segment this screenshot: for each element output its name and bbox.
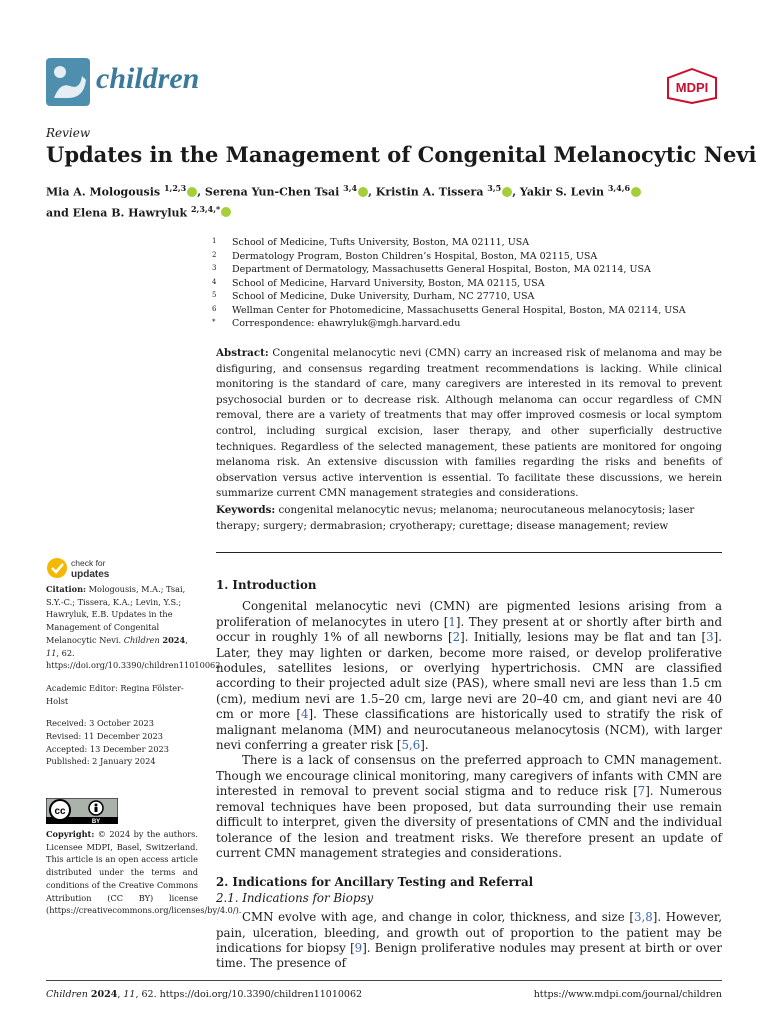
body-paragraph: CMN evolve with age, and change in color, thickness, and size [3,8]. However, pain, ulceration, bleeding, and growth out of proportion to the patient may be indications for biopsy [9]. Benign proliferative nodules may present at birth or over time. The presence of <box>216 910 722 971</box>
citation-year: 2024 <box>162 634 186 645</box>
abstract <box>216 346 722 502</box>
affiliation-number: 1 <box>212 237 217 245</box>
and-word: and <box>46 206 69 220</box>
citation-journal: Children <box>123 634 160 645</box>
published-date: Published: 2 January 2024 <box>46 756 156 767</box>
author-name[interactable]: Serena Yun-Chen Tsai <box>204 185 340 199</box>
affiliation-text: School of Medicine, Harvard University, Boston, MA 02115, USA <box>232 277 545 289</box>
check-badge-line1: check for <box>71 558 106 568</box>
footer-divider <box>46 980 722 981</box>
citation-volume: 11 <box>46 647 57 658</box>
svg-text:cc: cc <box>54 806 66 817</box>
reference-link[interactable]: 9 <box>354 940 363 955</box>
footer-journal-url[interactable]: https://www.mdpi.com/journal/children <box>533 989 722 1000</box>
citation-label: Citation: <box>46 584 87 594</box>
abstract-text: Congenital melanocytic nevi (CMN) carry an increased risk of melanoma and may be disfiguring, and consensus regarding treatment recommendations is lacking. While clinical monitoring is the standard of care, many caregivers are interested in its removal to prevent psychosocial burden or to decrease risk. Although melanoma can occur regardless of CMN removal, there are a variety of treatments that may offer improved cosmesis or local symptom control, including surgical excision, laser therapy, and other superficially destructive techniques. Regardless of the selected management, these patients are monitored for ongoing melanoma risk. An extensive discussion with families regarding the risks and benefits of observation versus active intervention is essential. To facilitate these discussions, we herein summarize current CMN management strategies and considerations. <box>216 347 722 500</box>
citation-doi[interactable]: , 62. https://doi.org/10.3390/children11010062 <box>46 647 221 671</box>
children-journal-logo-icon <box>46 58 90 106</box>
reference-link[interactable]: 5,6 <box>401 738 421 753</box>
affiliation-item <box>212 304 732 318</box>
affiliations <box>212 236 732 331</box>
mdpi-logo[interactable] <box>666 68 718 104</box>
subsection-heading-biopsy: 2.1. Indications for Biopsy <box>216 890 374 905</box>
keywords-label: Keywords: <box>216 504 276 516</box>
affiliation-number: 5 <box>212 291 217 299</box>
footer-volume: 11 <box>123 989 136 1000</box>
abstract-label: Abstract: <box>216 347 269 359</box>
section-heading-indications: 2. Indications for Ancillary Testing and Referral <box>216 875 534 890</box>
body-paragraph: Congenital melanocytic nevi (CMN) are pigmented lesions arising from a proliferation of melanocytes in utero [1]. They present at or shortly after birth and occur in roughly 1% of all newborns [2]. Initially, lesions may be flat and tan [3]. Later, they may lighten or darken, become more raised, or develop proliferative nodules, satellites lesions, or overlying hypertrichosis. CMN are classified according to their projected adult size (PAS), where small nevi are less than 1.5 cm (cm), medium nevi are 1.5–20 cm, large nevi are 20–40 cm, and giant nevi are 40 cm or more [4]. These classifications are historically used to stratify the risk of malignant melanoma (MM) and neurocutaneous melanocytosis (NCM), with larger nevi conferring a greater risk [5,6]. <box>216 599 723 753</box>
section-divider <box>216 552 722 553</box>
affiliation-number: 2 <box>212 250 217 259</box>
affiliation-number: 4 <box>212 277 217 286</box>
affiliation-text: School of Medicine, Duke University, Durham, NC 27710, USA <box>232 291 535 302</box>
author-affiliation-ref: 1,2,3 <box>163 183 187 193</box>
author-affiliation-ref: 3,4,6 <box>607 183 631 193</box>
article-type: Review <box>46 126 91 140</box>
correspondence-email[interactable]: Correspondence: ehawryluk@mgh.harvard.edu <box>232 318 461 329</box>
affiliation-item <box>212 236 732 250</box>
footer-year: 2024 <box>90 989 118 1000</box>
author-affiliation-ref: 3,5 <box>487 183 502 193</box>
correspondence-item <box>212 317 732 331</box>
author-affiliation-ref: 3,4 <box>343 183 358 193</box>
affiliation-text: School of Medicine, Tufts University, Boston, MA 02111, USA <box>232 237 530 248</box>
footer-citation: Children 2024, 11, 62. https://doi.org/10.3390/children11010062 <box>46 989 363 1000</box>
affiliation-item <box>212 277 732 291</box>
affiliation-text: Wellman Center for Photomedicine, Massachusetts General Hospital, Boston, MA 02114, USA <box>232 304 686 316</box>
affiliation-item <box>212 263 732 277</box>
article-info-sidebar <box>46 583 221 768</box>
reference-link[interactable]: 3,8 <box>634 910 653 925</box>
reference-link[interactable]: 3 <box>706 630 714 645</box>
keywords-text: congenital melanocytic nevus; melanoma; neurocutaneous melanocytosis; laser therapy; surgery; dermabrasion; cryotherapy; curettage; disease management; review <box>216 504 695 532</box>
cc-by-label: BY <box>91 819 101 824</box>
check-badge-line2: updates <box>71 569 110 580</box>
orcid-icon[interactable] <box>502 187 512 197</box>
copyright-notice <box>46 828 242 917</box>
affiliation-text: Department of Dermatology, Massachusetts General Hospital, Boston, MA 02114, USA <box>232 264 651 275</box>
received-date: Received: 3 October 2023 <box>46 718 154 729</box>
footer-doi[interactable]: , 62. https://doi.org/10.3390/children11010062 <box>135 989 363 1000</box>
footer-journal: Children <box>46 989 88 1000</box>
revised-date: Revised: 11 December 2023 <box>46 731 163 742</box>
orcid-icon[interactable] <box>358 187 368 197</box>
accepted-date: Accepted: 13 December 2023 <box>46 743 169 754</box>
article-body <box>216 578 722 972</box>
affiliation-number: 6 <box>212 304 217 313</box>
affiliation-number: 3 <box>212 264 217 272</box>
author-affiliation-ref: 2,3,4,* <box>190 203 221 214</box>
check-for-updates-badge[interactable] <box>46 556 166 580</box>
body-paragraph: There is a lack of consensus on the preferred approach to CMN management. Though we encourage clinical monitoring, many caregivers of infants with CMN are interested in removal to prevent social stigma and to reduce risk [7]. Numerous removal techniques have been proposed, but data surrounding their use remain difficult to interpret, given the diversity of presentations of CMN and the individual tolerance of the lesion and treatment risks. We therefore present an update of current CMN management strategies and considerations. <box>216 753 722 860</box>
author-name[interactable]: Mia A. Mologousis <box>46 185 161 199</box>
orcid-icon[interactable] <box>221 207 231 217</box>
citation-text: Mologousis, M.A.; Tsai, S.Y.-C.; Tissera, K.A.; Levin, Y.S.; Hawryluk, E.B. Updates in the Management of Congenital Melanocytic Nevi. <box>46 584 186 645</box>
journal-name: children <box>96 62 200 95</box>
check-icon <box>47 558 67 578</box>
orcid-icon[interactable] <box>631 187 641 197</box>
cc-by-license-badge[interactable] <box>46 798 118 824</box>
reference-link[interactable]: 4 <box>300 707 309 722</box>
affiliation-text: Dermatology Program, Boston Children’s Hospital, Boston, MA 02115, USA <box>232 250 598 262</box>
author-list: Mia A. Mologousis $^{1,2,3}$ , Serena Yun-Chen Tsai $^{3,4}$ , Kristin A. Tissera $^{3,5}$ , Yakir S. Levin $^{3,4,6}$ and Elena B. Hawryluk $^{2,3,4,*}$ <box>46 180 726 221</box>
affiliation-item <box>212 250 732 264</box>
section-heading-introduction: 1. Introduction <box>216 578 317 592</box>
citation-block: Citation: Mologousis, M.A.; Tsai, S.Y.-C.; Tissera, K.A.; Levin, Y.S.; Hawryluk, E.B. Updates in the Management of Congenital Melanocytic Nevi. Children 2024, 11, 62. https://doi.org/10.3390/children11010062 <box>46 584 221 671</box>
author-name[interactable]: Kristin A. Tissera <box>375 185 484 199</box>
affiliation-item <box>212 290 732 304</box>
reference-link[interactable]: 2 <box>452 630 461 645</box>
mdpi-logo-text: MDPI <box>675 80 709 95</box>
academic-editor: Academic Editor: Regina Fölster-Holst <box>46 682 184 706</box>
affiliation-number: * <box>212 318 216 326</box>
copyright-text: © 2024 by the authors. Licensee MDPI, Basel, Switzerland. This article is an open access article distributed under the terms and conditions of the Creative Commons Attribution (CC BY) license (https://creativecommons.org/licenses/by/4.0/). <box>46 829 242 916</box>
reference-link[interactable]: 7 <box>637 784 646 799</box>
keywords <box>216 503 722 534</box>
article-title: Updates in the Management of Congenital Melanocytic Nevi <box>46 142 757 167</box>
author-name[interactable]: Elena B. Hawryluk <box>72 206 188 220</box>
author-name[interactable]: Yakir S. Levin <box>519 185 604 199</box>
orcid-icon[interactable] <box>187 187 197 197</box>
copyright-label: Copyright: <box>46 829 95 839</box>
reference-link[interactable]: 1 <box>448 614 456 629</box>
